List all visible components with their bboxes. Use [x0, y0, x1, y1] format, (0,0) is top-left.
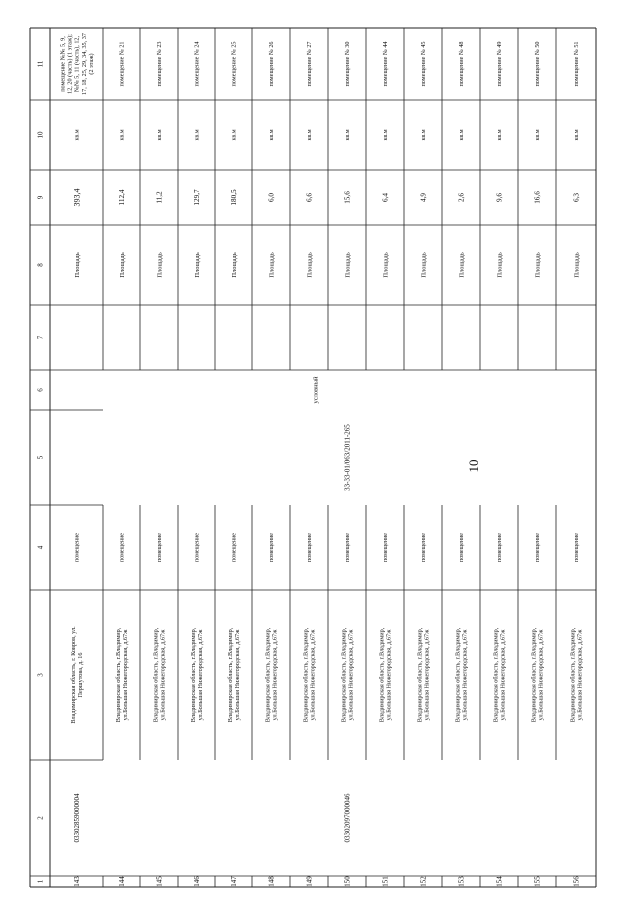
row-unit: кв.м — [345, 129, 352, 141]
row-value: 15,6 — [343, 191, 352, 204]
row-description: помещение № 21 — [118, 41, 126, 87]
row-unit: кв.м — [497, 129, 504, 141]
row-unit: кв.м — [231, 129, 238, 141]
row-number: 146 — [192, 876, 201, 887]
row-parameter: Площадь — [496, 252, 504, 278]
cadastral-number-a: 03302859000004 — [72, 793, 81, 843]
row-address: Владимирская область, г. Ковров, ул.Першутова, д. 16 — [70, 626, 85, 724]
row-address: Владимирская область, г.Владимир,ул.Большая Нижегородская, д.67ж — [264, 627, 279, 723]
row-value: 9,6 — [495, 193, 504, 202]
row-value: 129,7 — [193, 189, 201, 206]
row-parameter: Площадь — [458, 252, 466, 278]
row-type: помещение — [194, 533, 201, 562]
column-number-4: 4 — [36, 545, 45, 550]
row-address: Владимирская область, г.Владимир,ул.Большая Нижегородская, д.67ж — [302, 627, 317, 723]
row-type: помещение — [421, 533, 428, 562]
row-type: помещение — [269, 533, 276, 562]
row-parameter: Площадь — [156, 252, 164, 278]
row-description: помещение № 23 — [156, 41, 164, 87]
row-parameter: Площадь — [230, 252, 238, 278]
row-description: помещение № 30 — [344, 41, 352, 87]
row-number: 150 — [343, 876, 352, 887]
row-number: 145 — [155, 876, 164, 887]
row-address: Владимирская область, г.Владимир,ул.Большая Нижегородская, д.67ж — [569, 627, 584, 723]
registration-number: 33-33-01/063/2011-265 — [343, 424, 352, 491]
row-parameter: Площадь — [344, 252, 352, 278]
column-number-10: 10 — [36, 131, 45, 139]
column-number-7: 7 — [36, 335, 45, 340]
page-number: 10 — [466, 459, 481, 473]
row-description: помещение № 45 — [420, 41, 428, 87]
column-number-8: 8 — [36, 263, 45, 267]
row-number: 143 — [72, 876, 81, 887]
row-value: 16,6 — [533, 191, 542, 204]
column-number-5: 5 — [36, 455, 45, 460]
row-type: помещение — [119, 533, 126, 562]
row-value: 6,3 — [572, 193, 581, 202]
row-parameter: Площадь — [573, 252, 581, 278]
row-type: помещение — [74, 533, 81, 562]
row-unit: кв.м — [307, 129, 314, 141]
row-value: 6,0 — [267, 193, 276, 202]
row-address: Владимирская область, г.Владимир,ул.Большая Нижегородская, д.67ж — [378, 627, 393, 723]
row-type: помещение — [535, 533, 542, 562]
column-number-9: 9 — [36, 195, 45, 200]
row-description: помещение № 26 — [268, 41, 276, 87]
row-number: 156 — [572, 876, 581, 887]
column-number-6: 6 — [36, 388, 45, 392]
row-value: 6,6 — [305, 193, 314, 202]
row-description: помещение № 48 — [458, 41, 466, 87]
row-description: помещение № 25 — [230, 41, 238, 87]
row-type: помещение — [231, 533, 238, 562]
row-parameter: Площадь — [118, 252, 126, 278]
row-unit: кв.м — [74, 129, 81, 141]
row-unit: кв.м — [383, 129, 390, 141]
row-value: 112,4 — [118, 189, 126, 206]
row-value: 2,6 — [457, 193, 466, 202]
table-text — [36, 33, 583, 887]
row-number: 144 — [117, 876, 126, 887]
row-number: 155 — [533, 876, 542, 887]
row-parameter: Площадь — [382, 252, 390, 278]
row-unit: кв.м — [459, 129, 466, 141]
row-address: Владимирская область, г.Владимир,ул.Большая Нижегородская, д.67ж — [530, 627, 545, 723]
row-address: Владимирская область, г.Владимир,ул.Большая Нижегородская, д.67ж — [227, 627, 242, 723]
row-description: помещение № 49 — [496, 41, 504, 87]
row-unit: кв.м — [194, 129, 201, 141]
row-value: 11,2 — [155, 191, 164, 204]
row-parameter: Площадь — [268, 252, 276, 278]
row-type: помещение — [459, 533, 466, 562]
row-parameter: Площадь — [420, 252, 428, 278]
cadastral-number-b: 03302097000046 — [343, 793, 352, 843]
row-address: Владимирская область, г.Владимир,ул.Большая Нижегородская, д.67ж — [340, 627, 355, 723]
row-address: Владимирская область, г.Владимир,ул.Большая Нижегородская, д.67ж — [115, 627, 130, 723]
row-number: 153 — [457, 876, 466, 887]
row-unit: кв.м — [421, 129, 428, 141]
row-number: 148 — [267, 876, 276, 887]
row-number: 147 — [229, 876, 238, 887]
row-parameter: Площадь — [73, 252, 81, 278]
row-unit: кв.м — [574, 129, 581, 141]
row-parameter: Площадь — [306, 252, 314, 278]
row-value: 393,4 — [72, 188, 82, 207]
row-number: 154 — [495, 876, 504, 887]
row-number: 151 — [381, 876, 390, 887]
row-number: 152 — [419, 876, 428, 887]
row-address: Владимирская область, г.Владимир,ул.Большая Нижегородская, д.67ж — [454, 627, 469, 723]
row-description: помещение №№ 5, 9,12, 20 (часть) (1 этаж);№№ 5, 11 (часть), 12,17, 18, 25, 29, 34, 35, 37(2 этаж) — [59, 33, 95, 95]
row-description: помещение № 24 — [193, 41, 201, 87]
column-number-11: 11 — [36, 60, 45, 68]
row-number: 149 — [305, 876, 314, 887]
row-unit: кв.м — [535, 129, 542, 141]
row-unit: кв.м — [119, 129, 126, 141]
column-number-1: 1 — [36, 879, 45, 884]
row-description: помещение № 27 — [306, 41, 314, 87]
row-type: помещение — [157, 533, 164, 562]
row-type: помещение — [497, 533, 504, 562]
row-parameter: Площадь — [193, 252, 201, 278]
row-type: помещение — [383, 533, 390, 562]
row-value: 180,5 — [230, 189, 238, 206]
row-unit: кв.м — [157, 129, 164, 141]
number-kind: условный — [312, 376, 320, 404]
row-description: помещение № 51 — [573, 41, 581, 87]
table-grid — [30, 28, 596, 887]
row-parameter: Площадь — [534, 252, 542, 278]
row-address: Владимирская область, г.Владимир,ул.Большая Нижегородская, д.67ж — [152, 627, 167, 723]
column-number-2: 2 — [36, 816, 45, 820]
row-type: помещение — [345, 533, 352, 562]
row-value: 4,9 — [419, 193, 428, 202]
column-number-3: 3 — [36, 673, 45, 677]
row-address: Владимирская область, г.Владимир,ул.Большая Нижегородская, д.67ж — [190, 627, 205, 723]
row-address: Владимирская область, г.Владимир,ул.Большая Нижегородская, д.67ж — [492, 627, 507, 723]
row-value: 6,4 — [381, 193, 390, 202]
row-description: помещение № 44 — [382, 41, 390, 87]
row-address: Владимирская область, г.Владимир,ул.Большая Нижегородская, д.67ж — [416, 627, 431, 723]
row-unit: кв.м — [269, 129, 276, 141]
row-description: помещение № 50 — [534, 41, 542, 87]
row-type: помещение — [307, 533, 314, 562]
row-type: помещение — [574, 533, 581, 562]
